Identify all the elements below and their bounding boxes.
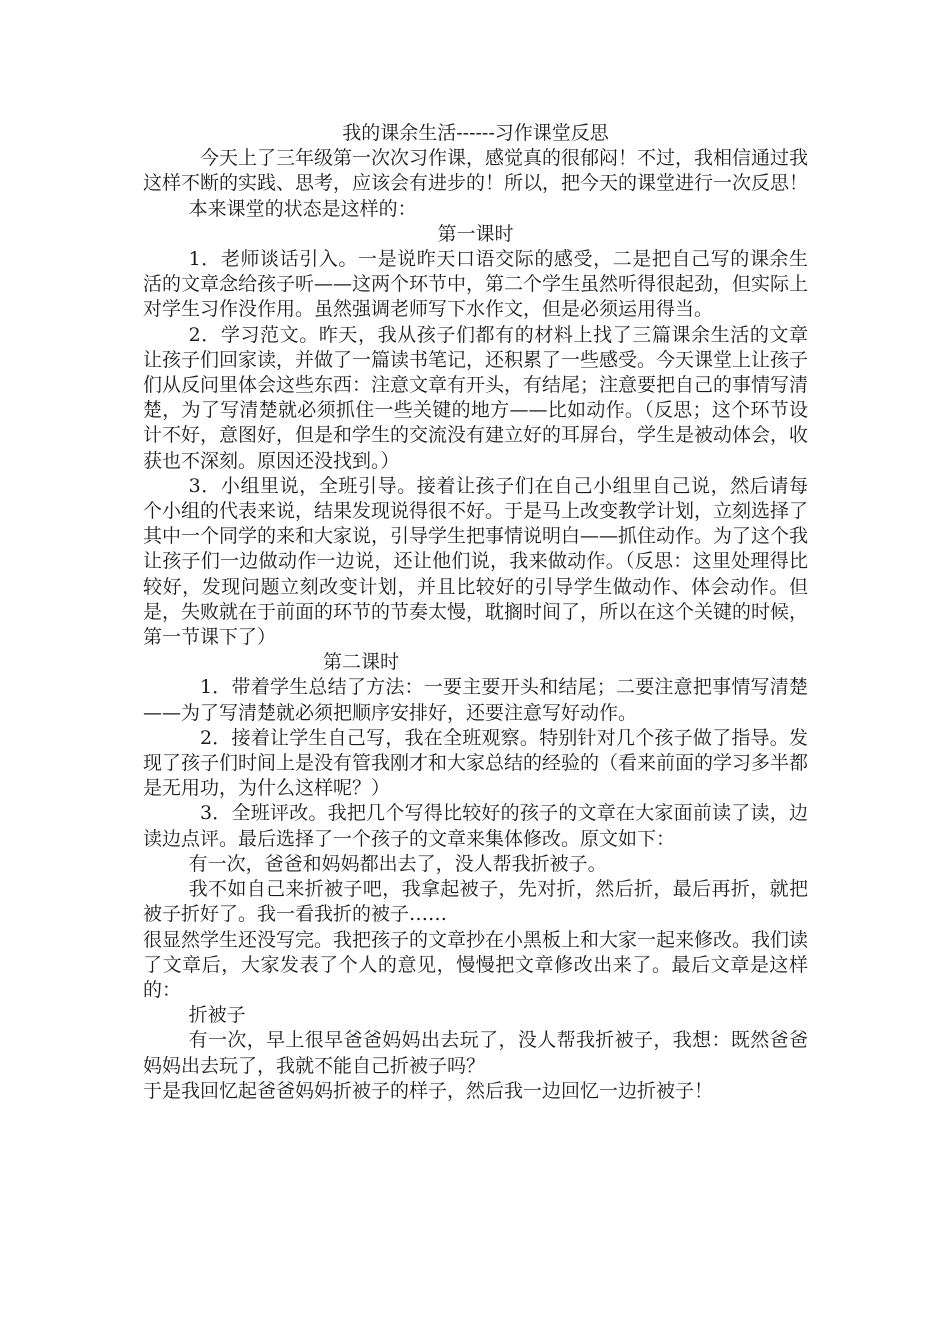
original-essay-line-1: 有一次，爸爸和妈妈都出去了，没人帮我折被子。 [188,852,607,875]
state-intro-paragraph: 本来课堂的状态是这样的： [188,197,417,220]
section1-heading: 第一课时 [437,222,514,245]
section1-paragraph-2: 2．学习范文。昨天，我从孩子们都有的材料上找了三篇课余生活的文章让孩子们回家读，并做了一篇读书笔记，还积累了一些感受。今天课堂上让孩子们从反问里体会这些东西：注意文章有开头，有结尾；注意要把自己的事情写清楚，为了写清楚就必须抓住一些关键的地方——比如动作。（反思；这个环节设计不好，意图好，但是和学生的交流没有建立好的耳屏台，学生是被动体会，收获也不深刻。原因还没找到。） [143,323,809,472]
section2-paragraph-2: 2．接着让学生自己写，我在全班观察。特别针对几个孩子做了指导。发现了孩子们时间上是没有管我刚才和大家总结的经验的（看来前面的学习多半都是无用功，为什么这样呢？） [143,726,809,800]
final-essay-title: 折被子 [188,1004,246,1027]
final-essay-line-2: 于是我回忆起爸爸妈妈折被子的样子，然后我一边回忆一边折被子！ [143,1079,714,1102]
after-original-paragraph: 很显然学生还没写完。我把孩子的文章抄在小黑板上和大家一起来修改。我们读了文章后，大家发表了个人的意见，慢慢把文章修改出来了。最后文章是这样的： [143,928,809,1001]
section2-paragraph-1: 1．带着学生总结了方法：一要主要开头和结尾；二要注意把事情写清楚——为了写清楚就必须把顺序安排好，还要注意写好动作。 [143,676,808,724]
intro-paragraph: 今天上了三年级第一次次习作课，感觉真的很郁闷！不过，我相信通过我这样不断的实践、思考，应该会有进步的！所以，把今天的课堂进行一次反思！ [143,147,809,195]
document-title: 我的课余生活------习作课堂反思 [342,122,609,144]
section1-paragraph-3: 3．小组里说，全班引导。接着让孩子们在自己小组里自己说，然后请每个小组的代表来说，结果发现说得很不好。于是马上改变教学计划，立刻选择了其中一个同学的来和大家说，引导学生把事情说明白——抓住动作。为了这个我让孩子们一边做动作一边说，还让他们说，我来做动作。（反思：这里处理得比较好，发现问题立刻改变计划，并且比较好的引导学生做动作、体会动作。但是，失败就在于前面的环节的节奏太慢，耽搁时间了，所以在这个关键的时候，第一节课下了） [143,474,809,649]
section2-paragraph-3: 3．全班评改。我把几个写得比较好的孩子的文章在大家面前读了读，边读边点评。最后选择了一个孩子的文章来集体修改。原文如下： [143,802,808,850]
section2-heading: 第二课时 [323,651,400,674]
original-essay-line-2: 我不如自己来折被子吧，我拿起被子，先对折，然后折，最后再折，就把被子折好了。我一看我折的被子…… [143,878,808,926]
section1-paragraph-1: 1．老师谈话引入。一是说昨天口语交际的感受，二是把自己写的课余生活的文章念给孩子听——这两个环节中，第二个学生虽然听得很起劲，但实际上对学生习作没作用。虽然强调老师写下水作文，但是必须运用得当。 [143,248,809,321]
final-essay-line-1: 有一次，早上很早爸爸妈妈出去玩了，没人帮我折被子，我想：既然爸爸妈妈出去玩了，我就不能自己折被子吗？ [143,1029,808,1077]
